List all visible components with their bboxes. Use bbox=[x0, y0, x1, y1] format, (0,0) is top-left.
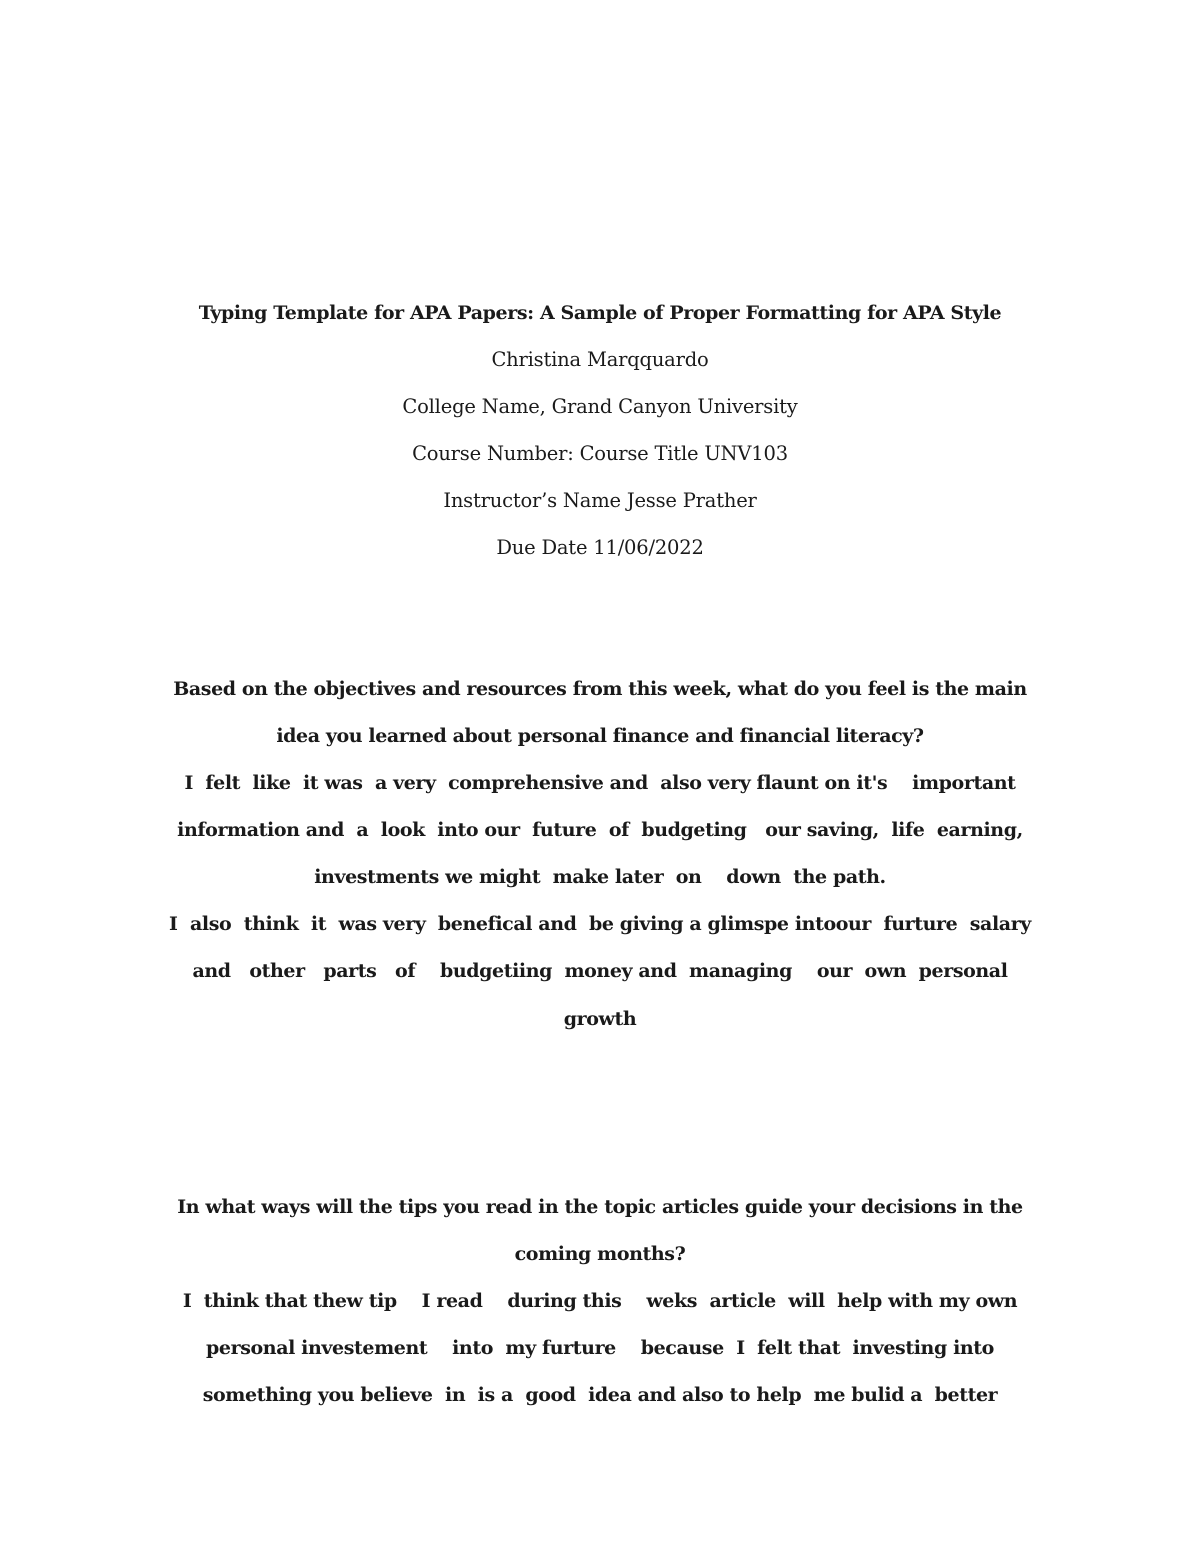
due-date: Due Date 11/06/2022 bbox=[496, 536, 704, 559]
course-info: Course Number: Course Title UNV103 bbox=[412, 442, 788, 465]
paper-title: Typing Template for APA Papers: A Sample of Proper Formatting for APA Style bbox=[198, 302, 1002, 324]
section1-answer-line-4: I also think it was very benefical and be giving a glimspe intoour furture salary bbox=[169, 913, 1031, 935]
section2-answer-line-1: I think that thew tip I read during this weks article will help with my own bbox=[182, 1290, 1018, 1312]
section1-answer-line-2: information and a look into our future of budgeting our saving, life earning, bbox=[177, 819, 1023, 841]
instructor-name: Instructor’s Name Jesse Prather bbox=[443, 489, 757, 512]
section2-answer-line-3: something you believe in is a good idea and also to help me bulid a better bbox=[202, 1384, 998, 1406]
section1-answer-line-5: and other parts of budgetiing money and managing our own personal bbox=[192, 960, 1008, 982]
section1-answer-line-6: growth bbox=[563, 1008, 637, 1030]
author-name: Christina Marqquardo bbox=[491, 348, 709, 371]
section1-answer-line-1: I felt like it was a very comprehensive and also very flaunt on it's important bbox=[184, 772, 1016, 794]
section2-question-line-1: In what ways will the tips you read in the topic articles guide your decisions in the bbox=[177, 1196, 1023, 1218]
college-name: College Name, Grand Canyon University bbox=[402, 395, 798, 418]
section1-answer-line-3: investments we might make later on down the path. bbox=[314, 866, 886, 888]
section1-question-line-2: idea you learned about personal finance and financial literacy? bbox=[276, 725, 924, 747]
section2-question-line-2: coming months? bbox=[514, 1243, 686, 1265]
section2-answer-line-2: personal investement into my furture because I felt that investing into bbox=[206, 1337, 994, 1359]
section1-question-line-1: Based on the objectives and resources from this week, what do you feel is the main bbox=[173, 678, 1027, 700]
